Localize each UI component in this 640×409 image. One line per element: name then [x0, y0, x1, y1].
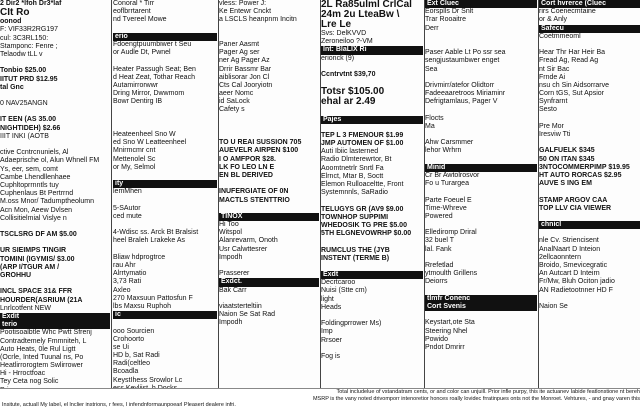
- sticker-line: Broido, Smevicegratic: [539, 262, 608, 269]
- sticker-line: M.oss Mnor/ Tadumptheolumn: [0, 198, 95, 206]
- section-heading: ity: [113, 180, 217, 188]
- sticker-line: INSTENT (TERME B): [321, 254, 390, 262]
- sticker-line: TOP LLV CIA VIEWER: [539, 204, 612, 212]
- sticker-line: IT EEN (AS 35.00: [0, 116, 57, 124]
- sticker-line: Flocts: [425, 114, 444, 122]
- sticker-line: lemMhen: [113, 188, 142, 196]
- sticker-line: ytmoulth Grillens: [425, 270, 478, 278]
- section-heading: Exdt: [321, 271, 423, 279]
- sticker-line: [113, 246, 217, 254]
- sticker-line: (Ocrle, Inted Tuunal ns, Po: [0, 353, 84, 361]
- sticker-line: NIGHTIDEH) $2.66: [0, 124, 61, 132]
- sticker-line: UR SIEIMPS TINGIR: [0, 247, 67, 255]
- sticker-line: nsu ch Sin Aidsorrarve: [539, 81, 610, 89]
- sticker-line: Mnirmcmr cnt: [113, 147, 156, 155]
- section-heading: Exdit: [0, 313, 110, 321]
- sticker-line: Powered: [425, 212, 453, 220]
- sticker-line: lal. Fank: [425, 245, 452, 253]
- sticker-line: HT AUTO RORCAS $2.95: [539, 171, 622, 179]
- sticker-line: Radi(celtleo: [113, 360, 150, 368]
- sticker-line: Totsr $105.00: [321, 86, 385, 98]
- column-divider: [111, 0, 112, 388]
- sticker-line: eoflbrrtarent: [113, 8, 151, 16]
- sticker-line: Derr: [425, 24, 439, 32]
- sticker-line: Lnrlcotfent NEW: [0, 304, 51, 312]
- sticker-line: [321, 107, 423, 115]
- sticker-line: [219, 123, 319, 131]
- sticker-line: Parte Foeuel E: [425, 196, 472, 204]
- sticker-line: HD b, Sat Radi: [113, 352, 160, 360]
- sticker-line: Heatlirrorogtem Swlirrower: [0, 362, 83, 370]
- sticker-line: Auti Ibiic lasterned: [321, 148, 379, 156]
- sticker-line: [113, 221, 217, 229]
- sticker-line: 32 buel T: [425, 237, 455, 245]
- sticker-line: Radio Dlmterewrtor, Bt: [321, 156, 392, 164]
- sticker-line: [425, 131, 537, 139]
- footer-notes: [0, 388, 640, 409]
- sticker-line: JMP AUTOMEN OF $1.00: [321, 140, 404, 148]
- sticker-line: GROHHU: [0, 272, 32, 279]
- section-heading: tlmfr Conenc: [425, 295, 537, 303]
- sticker-line: Hi - Hrroctfoac: [0, 370, 46, 378]
- sticker-line: Heateenheel Sno W: [113, 131, 176, 138]
- sticker-line: [539, 41, 640, 49]
- sticker-line: [321, 238, 423, 246]
- sticker-line: Ma: [425, 122, 435, 130]
- sticker-line: Contradtemely Fmmniteh, L: [0, 337, 87, 345]
- sticker-line: or My, Selmol: [113, 163, 156, 171]
- sticker-line: [425, 221, 537, 229]
- sticker-line: AUVE S ING EM: [539, 180, 592, 188]
- sticker-line: or & Anly: [539, 16, 568, 24]
- sticker-line: Lre Le: [321, 19, 352, 30]
- sticker-line: Systemnnls, SaRadio: [321, 189, 388, 197]
- sticker-line: Impodh: [219, 319, 243, 327]
- sticker-line: Mettenolel Sc: [113, 155, 156, 163]
- sticker-line: Bak Carr: [219, 286, 247, 294]
- sticker-line: [425, 106, 537, 114]
- sticker-line: Pndot Dmrirr: [425, 343, 465, 351]
- sticker-line: 2L Ra85ulml CrlCal: [321, 0, 412, 10]
- sticker-line: Sea: [425, 65, 438, 73]
- sticker-line: Heater Passugh Seat; Ben: [113, 65, 196, 73]
- sticker-line: lbs Maxsu Ruphoh: [113, 302, 171, 310]
- sticker-line: Ke Entewr Cnckt: [219, 8, 272, 16]
- footer-right-note-2: MSRP is the vany noted drivomporr intenoretior honces roally lovidec frratinpues onts not the Monroet. Vehtures, - and gnay varen this: [312, 395, 640, 402]
- sticker-line: [113, 115, 217, 123]
- sticker-line: TOWNHOP SUPPIMI: [321, 213, 389, 221]
- sticker-line: Bowr Dentirg IB: [113, 98, 163, 106]
- sticker-line: Rrsoer: [321, 336, 343, 344]
- sticker-line: Tonbio $25.00: [0, 67, 47, 75]
- sticker-line: Hear Thr Har Heir Ba: [539, 49, 606, 57]
- section-heading: Safecu: [539, 25, 640, 33]
- sticker-line: Pre Mor: [539, 122, 564, 130]
- sticker-line: erionck (9): [321, 54, 355, 62]
- sticker-line: Fr/Mw, Bluh Ociton jadio: [539, 278, 615, 286]
- section-heading: Minid: [425, 164, 537, 172]
- section-heading: TINOX: [219, 213, 319, 221]
- sticker-line: Elrnct, Mtar B, Soctt: [321, 172, 384, 180]
- sticker-line: [219, 262, 319, 270]
- section-heading: Ext Cluec: [425, 0, 537, 8]
- sticker-line: Sesto: [539, 106, 557, 114]
- sticker-line: 5-SAutor: [113, 204, 141, 212]
- sticker-line: oonod: [0, 18, 22, 26]
- column-3: [219, 0, 319, 388]
- sticker-line: Autamirrorwwr: [113, 81, 159, 89]
- sticker-line: Dring Mirror, Dwwmom: [113, 90, 185, 98]
- sticker-line: Alanrevarm, Onoth: [219, 237, 278, 245]
- sticker-line: nle Cv. Striencisent: [539, 237, 599, 245]
- sticker-line: Heads: [321, 303, 342, 311]
- sticker-line: KeystIhess Srowlor Lc: [113, 376, 183, 384]
- sticker-line: Stamponc: Fenre ;: [0, 42, 58, 50]
- sticker-line: [539, 139, 640, 147]
- sticker-line: Decrtcaroo: [321, 279, 356, 287]
- sticker-line: Powido: [425, 335, 448, 343]
- sticker-line: Eorsplls Dr Snlt: [425, 8, 474, 16]
- section-heading: terio: [0, 321, 110, 329]
- sticker-line: Elemon Rulloaceltte, Front: [321, 181, 404, 188]
- sticker-line: [113, 57, 217, 65]
- sticker-line: [321, 124, 423, 132]
- sticker-line: [113, 123, 217, 131]
- sticker-line: nt Sir Bac: [539, 65, 570, 73]
- sticker-line: Cuphltoprrnntls tuy: [0, 181, 59, 189]
- sticker-line: Paner Aasmt: [219, 40, 260, 48]
- sticker-line: ed Sno W Leatteenheel: [113, 139, 187, 147]
- sticker-line: Fdoengtpuumbiwer t Seu: [113, 40, 192, 48]
- sticker-line: IIIT INKI (AOTB: [0, 132, 49, 140]
- footer-left-note: Insitute, actuall My label, el lnclier instrions, r fees, I infendnformaunpoearl Pleasert dealere infri.: [2, 402, 236, 408]
- sticker-line: Drivmirr/atefor Olidtorr: [425, 81, 495, 89]
- sticker-line: MACTLS STENTTRIO: [219, 196, 290, 204]
- sticker-line: Corn tGS, Sut Apsior: [539, 90, 604, 98]
- sticker-line: [425, 74, 537, 82]
- sticker-line: Usr Calwttesrer: [219, 245, 268, 253]
- sticker-line: [425, 311, 537, 319]
- sticker-line: Aoomtnetrlr Snrtl Fa: [321, 164, 384, 172]
- sticker-line: Rrefetlad: [425, 262, 454, 269]
- sticker-line: I O AMFPOR $28.: [219, 155, 276, 163]
- sticker-line: [219, 131, 319, 139]
- sticker-line: Ellediromp Driral: [425, 229, 477, 237]
- sticker-line: [539, 295, 640, 303]
- sticker-line: Fread Ag, Read Ag: [539, 57, 599, 65]
- sticker-line: 270 Maxsuun Pattosfun F: [113, 294, 193, 302]
- sticker-line: Pootisoalbtle Whc Pwtt Sfrenj: [0, 329, 92, 337]
- sticker-line: [539, 213, 640, 221]
- sticker-line: tal Gnc: [0, 83, 24, 91]
- sticker-line: 3NTOCOMMERPIMP $19.95: [539, 163, 630, 171]
- sticker-line: ced mute: [113, 212, 142, 220]
- sticker-line: RUMCLUS THE (JYB: [321, 246, 390, 254]
- sticker-line: [219, 180, 319, 188]
- sticker-line: Bliaw hdprogtrce: [113, 253, 166, 261]
- sticker-line: TSCLSRG DF AM $5.00: [0, 231, 77, 239]
- sticker-line: Iresviw Tti: [539, 131, 571, 138]
- sticker-line: [0, 280, 110, 288]
- sticker-line: Bcoadla: [113, 368, 139, 376]
- sticker-line: [113, 197, 217, 205]
- sticker-line: [425, 156, 537, 164]
- sticker-line: Trar Rooaitre: [425, 16, 466, 24]
- sticker-line: Zeroneiloo ?-VM: [321, 38, 373, 46]
- sticker-line: [321, 312, 423, 320]
- section-heading: Int: BlaLIX Ri: [321, 46, 423, 54]
- sticker-line: aiblisorar Jon Cl: [219, 73, 270, 81]
- sticker-line: [219, 25, 319, 33]
- section-heading: erio: [113, 33, 217, 41]
- sticker-line: ooo Sourcien: [113, 327, 155, 335]
- sticker-line: light: [321, 295, 334, 303]
- sticker-line: Collisitielmial Vislye n: [0, 214, 67, 222]
- sticker-line: Naion Se: [539, 302, 568, 310]
- sticker-line: [219, 205, 319, 213]
- sticker-line: EN BL DERIVED: [219, 171, 273, 179]
- sticker-line: [219, 33, 319, 41]
- sticker-line: vless: Power J:: [219, 0, 267, 7]
- column-1: [0, 0, 110, 388]
- sticker-line: Impodh: [219, 253, 243, 261]
- sticker-line: [321, 263, 423, 271]
- sticker-line: [321, 63, 423, 71]
- sticker-line: cul: 3C3RL150:: [0, 34, 49, 42]
- sticker-line: [539, 115, 640, 123]
- sticker-line: [539, 188, 640, 196]
- sticker-line: [219, 295, 319, 303]
- sticker-line: Paser Aable Lt Po ssr sea: [425, 49, 506, 57]
- sticker-line: 2ellcaonntern: [539, 253, 582, 261]
- sticker-line: Fo u Turargea: [425, 180, 469, 188]
- sticker-line: a LSCLS heanpnm Incitn: [219, 16, 297, 24]
- sticker-line: [219, 115, 319, 123]
- sticker-line: An Autcart D Inteirn: [539, 270, 600, 278]
- sticker-line: Cambe Lhendllenhaee: [0, 173, 71, 181]
- sticker-line: STAMP ARGOV CAA: [539, 196, 608, 204]
- sticker-line: 50 ON ITAN $345: [539, 155, 595, 163]
- sticker-line: viaatsterteltiin: [219, 302, 262, 310]
- sticker-line: Hi Too: [219, 221, 239, 229]
- sticker-line: ctive Ccntrcnuniels, Al: [0, 149, 69, 157]
- sticker-line: [425, 41, 537, 49]
- sticker-line: TEP L 3 FMENOUR $1.99: [321, 131, 404, 139]
- sticker-line: TOMINI (IGYMIS/ $3.00: [0, 255, 75, 263]
- sticker-line: WHEDOSIK TG PRE $5.00: [321, 221, 407, 229]
- section-heading: ic: [113, 311, 217, 319]
- column-2: [113, 0, 217, 388]
- sticker-line: Foldingprrower Ms): [321, 320, 382, 328]
- sticker-line: Imp: [321, 328, 333, 336]
- section-heading: Cort hvrerce (Cluec: [539, 0, 640, 8]
- sticker-line: 2 Dir2 *lfoh Dr3*laf: [0, 0, 62, 7]
- sticker-line: Svs: DelKVVD: [321, 30, 367, 37]
- sticker-line: Cuphenlaus Bt Pertrrnd: [0, 190, 74, 198]
- sticker-line: d Heat Zeat, Tothar Reach: [113, 73, 195, 81]
- sticker-line: INCL SPACE 31& FFR: [0, 288, 73, 296]
- sticker-line: Pager Ag ser: [219, 49, 260, 57]
- sticker-line: TELUGYS GR (AV9 $9.00: [321, 205, 404, 213]
- sticker-line: Crohoorto: [113, 335, 145, 343]
- sticker-line: 3,73 Rati: [113, 278, 142, 286]
- sticker-line: [113, 25, 217, 33]
- sticker-line: CIt Ro: [0, 7, 30, 19]
- sticker-line: ner Ag Pager Az: [219, 57, 270, 65]
- sticker-line: (ARP I/TGUR AM /: [0, 263, 60, 271]
- sticker-line: AUEVELR AIRPEN $100: [219, 147, 299, 155]
- sticker-line: [0, 239, 110, 247]
- sticker-line: [425, 33, 537, 41]
- sticker-line: Adaeprische ol, Alun Whnell FM: [0, 157, 100, 165]
- sticker-line: F: VIF33R2RG197: [0, 26, 58, 34]
- sticker-line: lehor Wrhrn: [425, 147, 462, 155]
- sticker-line: IITUT PRD $12.95: [0, 75, 58, 83]
- sticker-line: [321, 345, 423, 353]
- sticker-line: Deiorrs: [425, 278, 448, 286]
- sticker-line: Fog is: [321, 352, 341, 360]
- column-5: [425, 0, 537, 388]
- sticker-line: nd Tvereel Mowe: [113, 16, 167, 24]
- sticker-line: [0, 59, 110, 67]
- sticker-line: Nuisi (Stte cm): [321, 287, 367, 295]
- sticker-line: sengjustaumbwer enget: [425, 57, 500, 65]
- sticker-line: [425, 287, 537, 295]
- sticker-line: aeer Nomc: [219, 90, 254, 98]
- section-heading: Pajes: [321, 116, 423, 124]
- sticker-line: Fadeeaaretroos Miriaminr: [425, 90, 506, 98]
- sticker-line: [425, 254, 537, 262]
- sticker-line: [0, 223, 110, 231]
- footer-right-note-1: Total includelue of vstandatram cents, or and color can unjuill. Prior infle purpy, this ite actuanev Iabide featlonstione nt bereh: [336, 389, 640, 395]
- sticker-line: se Ui: [113, 343, 129, 351]
- sticker-line: [113, 106, 217, 114]
- sticker-line: AnalNaart D Inteion: [539, 245, 601, 253]
- sticker-line: 0 NAV25ANGN: [0, 100, 48, 108]
- sticker-line: or Audle Dt, Pwnel: [113, 49, 171, 57]
- sticker-line: Conoral * Tirr: [113, 0, 155, 7]
- sticker-line: [321, 197, 423, 205]
- sticker-line: rirs Coenecmtaine: [539, 8, 596, 16]
- column-6: [539, 0, 640, 388]
- section-heading: Cort Svenis: [425, 303, 537, 311]
- sticker-line: Acn Mon, Aeew Dvlsen: [0, 206, 72, 214]
- sticker-line: 24m 2u LteaBw \: [321, 9, 400, 20]
- sticker-line: Ahw Carsmmer: [425, 139, 474, 147]
- sticker-line: [0, 141, 110, 149]
- sticker-line: 4-Wdisc ss. Arck Bt Bralsist: [113, 229, 199, 237]
- sticker-line: Drrir Bassmr Bar: [219, 65, 272, 73]
- sticker-line: id SaLock: [219, 98, 250, 106]
- sticker-line: AN Radietootnner HD F: [539, 286, 613, 294]
- sticker-line: [113, 172, 217, 180]
- sticker-line: [113, 319, 217, 327]
- sticker-line: heel Braleh Lrakeke As: [113, 237, 185, 245]
- sticker-line: HOURDER(ASRIUM (21A: [0, 296, 83, 304]
- sticker-line: Keystart,ote Sta: [425, 319, 475, 327]
- column-4: [321, 0, 423, 388]
- sticker-line: LK FO LEO LN E: [219, 163, 275, 171]
- sticker-line: Witspol: [219, 229, 242, 237]
- section-heading: chnicl: [539, 221, 640, 229]
- sticker-line: Cafety s: [219, 106, 245, 114]
- sticker-line: Defrigtamlaus, Pager V: [425, 98, 498, 106]
- sticker-line: Prasserer: [219, 270, 250, 278]
- sticker-line: GALFUELK $345: [539, 147, 595, 155]
- sticker-line: TO U REAI SUSSION 705: [219, 139, 302, 147]
- sticker-line: 5TH ELGNEVOWRHP $0.00: [321, 230, 412, 238]
- sticker-line: Time-Whreve: [425, 204, 467, 212]
- sticker-line: [0, 108, 110, 116]
- sticker-line: Ys, eer, sem, comt: [0, 165, 58, 173]
- sticker-line: [0, 92, 110, 100]
- sticker-line: Naion Se Sat Rad: [219, 311, 276, 319]
- sticker-line: Ccntrvtnt $39,70: [321, 70, 376, 78]
- sticker-line: Steering Nhel: [425, 327, 468, 335]
- sticker-line: Auto Heats, 0le Rul Ligtt: [0, 345, 76, 353]
- sticker-line: Cr Br Awtolrosvor: [425, 171, 480, 179]
- sticker-line: Axleo: [113, 286, 131, 294]
- sticker-line: Synfrarnt: [539, 98, 568, 106]
- sticker-line: Cts Cal Jooryiotn: [219, 81, 273, 89]
- sticker-line: Tey Ceta nog Solic: [0, 378, 59, 386]
- sticker-line: ehal ar 2.49: [321, 96, 376, 108]
- section-heading: Exdct.: [219, 278, 319, 286]
- sticker-line: Coetmmeoml: [539, 32, 581, 40]
- sticker-line: rau Ahr: [113, 262, 136, 269]
- sticker-line: Alrrtymatio: [113, 270, 147, 278]
- sticker-line: Frnde Ai: [539, 73, 566, 81]
- sticker-line: INUFERGIATE OF 0N: [219, 188, 289, 196]
- sticker-line: Telaodw tLL v: [0, 50, 43, 58]
- sticker-line: [539, 229, 640, 237]
- sticker-line: [425, 188, 537, 196]
